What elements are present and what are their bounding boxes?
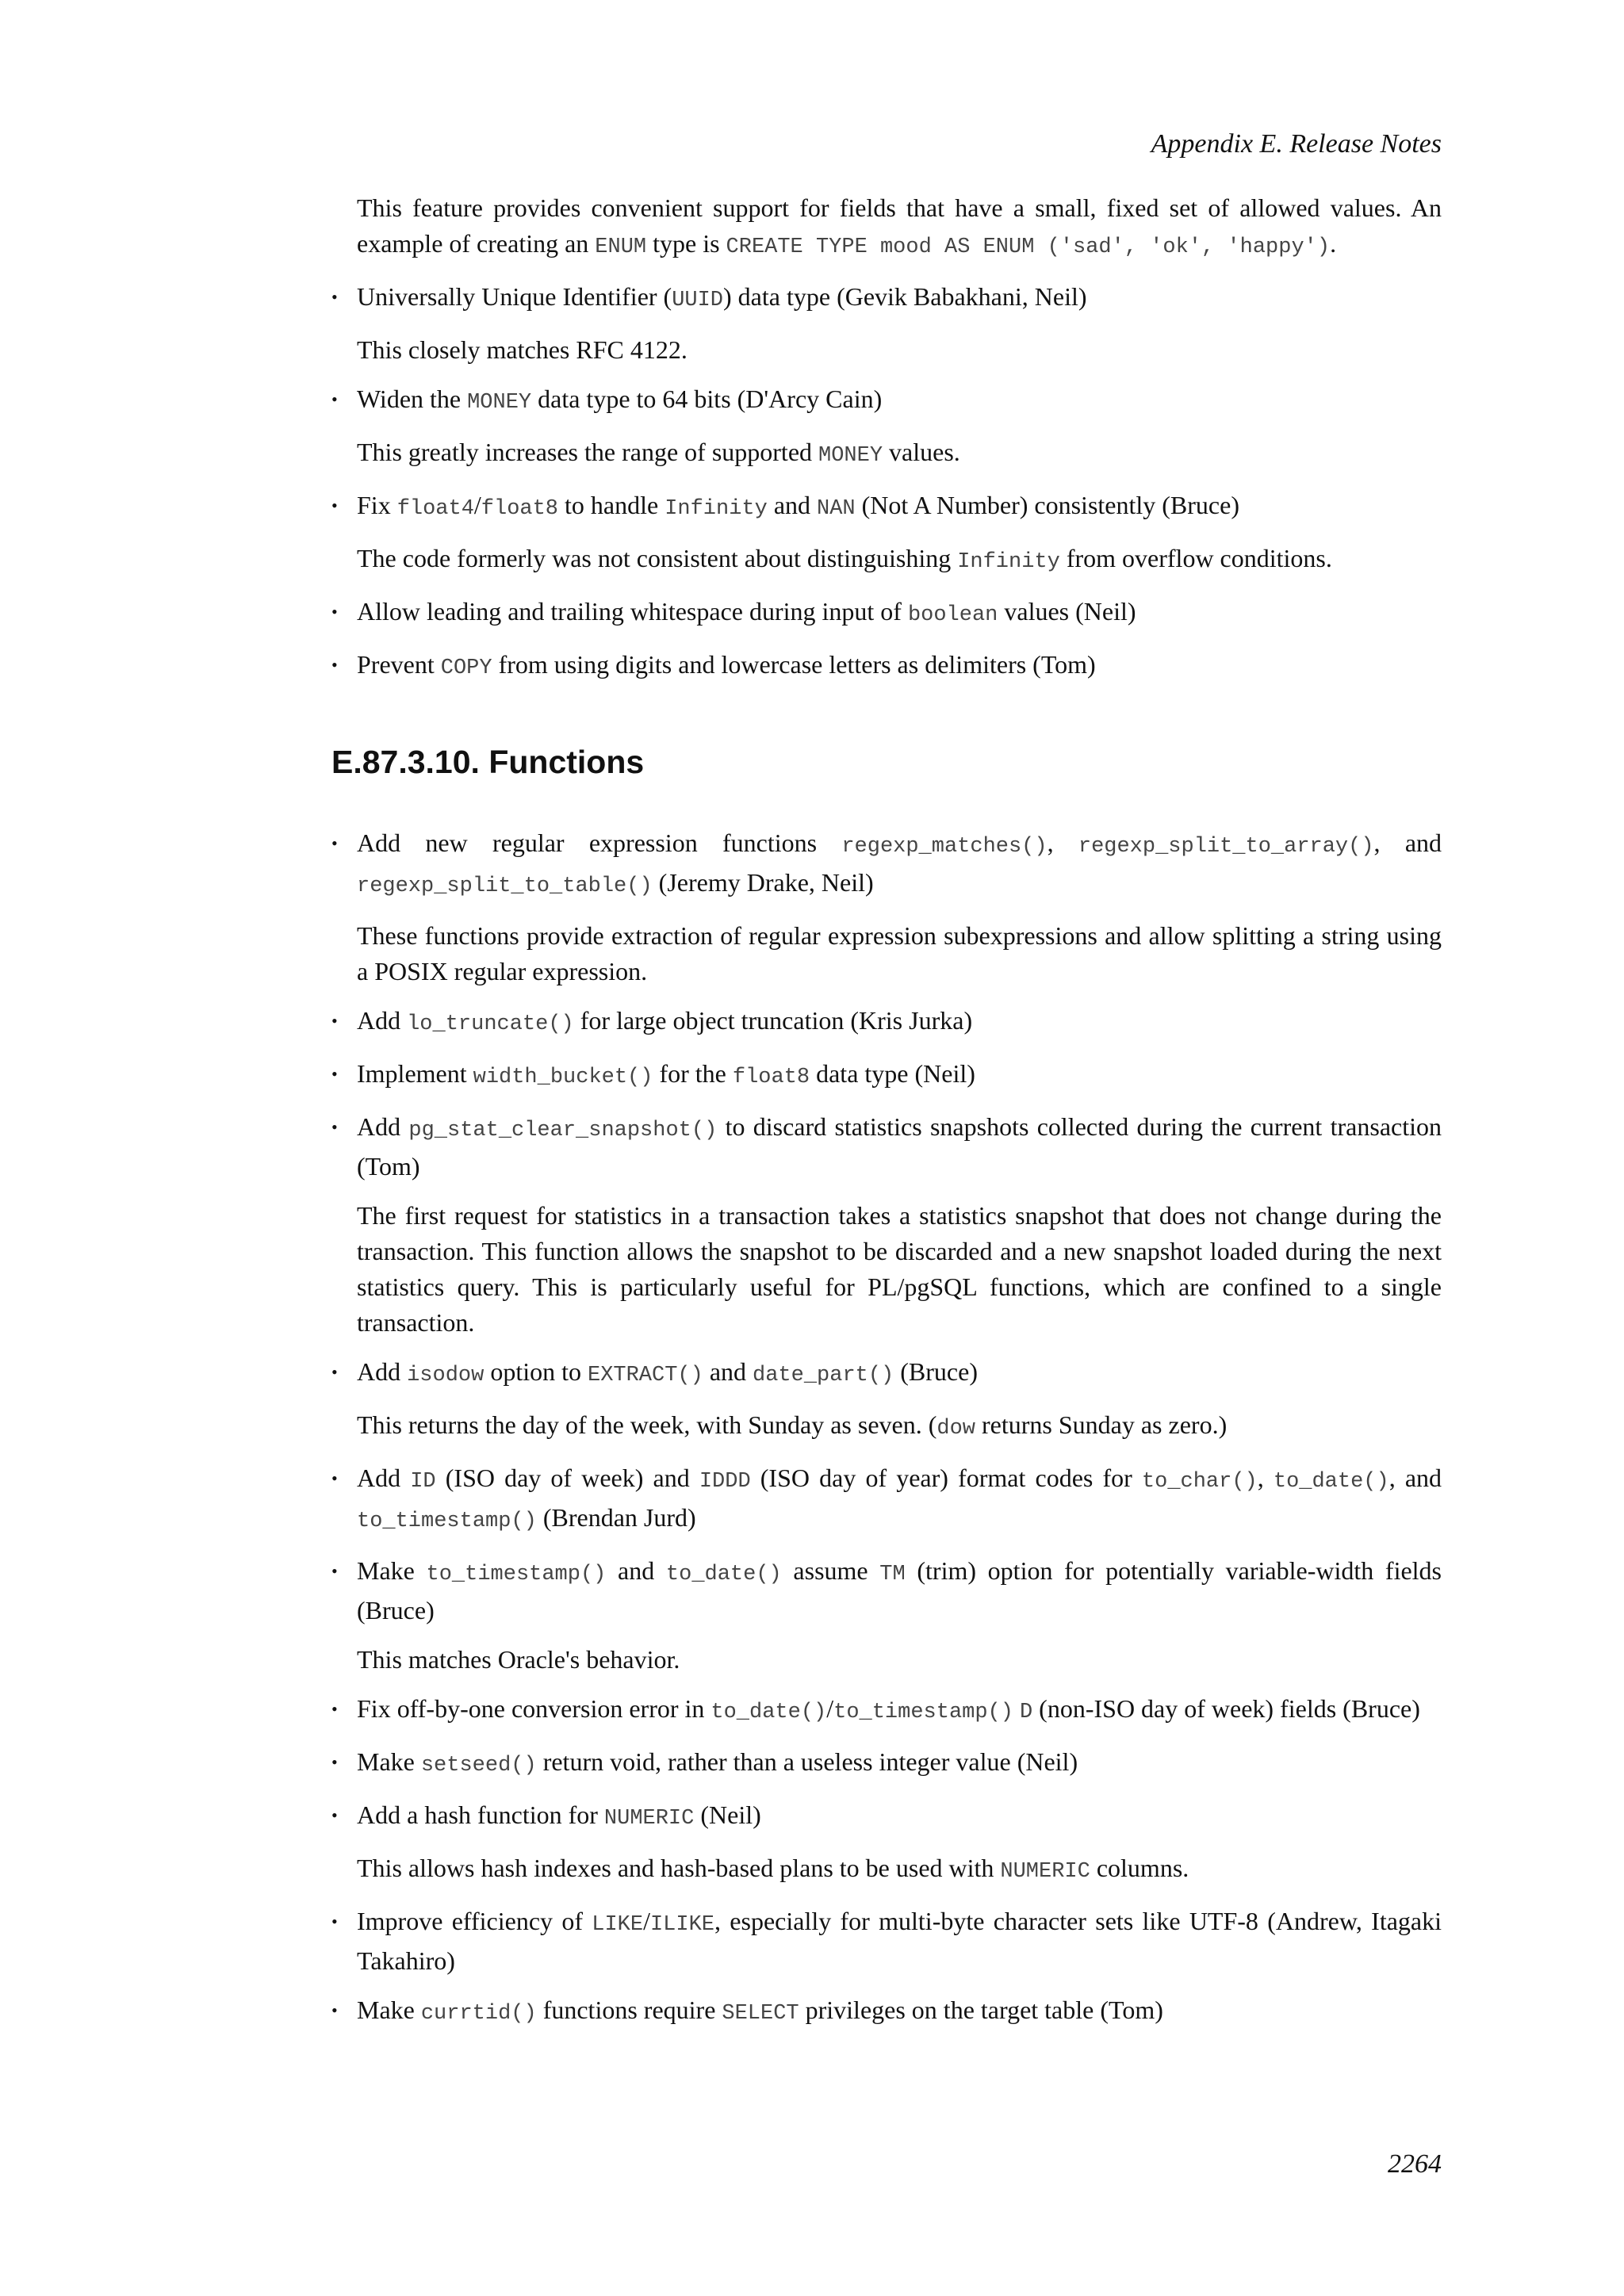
code: ENUM bbox=[595, 235, 647, 259]
text: The code formerly was not consistent about distinguishing bbox=[357, 544, 958, 572]
page-content bbox=[331, 190, 1442, 2045]
list-item bbox=[331, 279, 1442, 368]
text: and bbox=[703, 1357, 753, 1386]
text: (ISO day of year) format codes for bbox=[750, 1464, 1142, 1492]
item-text bbox=[357, 647, 1442, 687]
code: width_bucket() bbox=[473, 1066, 653, 1089]
code: regexp_split_to_array() bbox=[1078, 835, 1374, 859]
text: return void, rather than a useless integer value (Neil) bbox=[536, 1747, 1078, 1776]
item-description bbox=[357, 1407, 1442, 1447]
item-description: This closely matches RFC 4122. bbox=[357, 335, 688, 364]
text: / bbox=[643, 1907, 650, 1935]
item-text bbox=[357, 1797, 1442, 1837]
text: , bbox=[1257, 1464, 1274, 1492]
item-description: This matches Oracle's behavior. bbox=[357, 1645, 680, 1674]
text: and bbox=[767, 491, 818, 519]
item-text bbox=[357, 1003, 1442, 1043]
item-text bbox=[357, 1056, 1442, 1096]
item-list-functions bbox=[331, 825, 1442, 2032]
text: columns. bbox=[1090, 1854, 1189, 1882]
item-text bbox=[357, 381, 1442, 421]
list-item bbox=[331, 1744, 1442, 1784]
list-item bbox=[331, 1553, 1442, 1678]
list-item bbox=[331, 594, 1442, 633]
bullet-icon: • bbox=[331, 833, 338, 853]
code: lo_truncate() bbox=[407, 1012, 574, 1036]
item-description bbox=[357, 1850, 1442, 1890]
item-description: These functions provide extraction of regular expression subexpressions and allow splitting a string using a POSIX regular expression. bbox=[357, 921, 1442, 985]
list-item bbox=[331, 1460, 1442, 1540]
text: (non-ISO day of week) fields (Bruce) bbox=[1032, 1694, 1420, 1723]
code: SELECT bbox=[722, 2002, 799, 2026]
item-text bbox=[357, 1109, 1442, 1184]
bullet-icon: • bbox=[331, 1117, 338, 1137]
text: Implement bbox=[357, 1059, 473, 1088]
text: (Jeremy Drake, Neil) bbox=[652, 868, 874, 897]
text: (Brendan Jurd) bbox=[536, 1503, 696, 1532]
text: Fix off-by-one conversion error in bbox=[357, 1694, 711, 1723]
bullet-icon: • bbox=[331, 389, 338, 409]
list-item bbox=[331, 488, 1442, 580]
text: Fix bbox=[357, 491, 397, 519]
item-text bbox=[357, 1691, 1442, 1731]
text: (trim) option for potentially variable-width fields (Bruce) bbox=[357, 1556, 1442, 1624]
code: boolean bbox=[907, 603, 998, 627]
text: / bbox=[473, 491, 481, 519]
text: Improve efficiency of bbox=[357, 1907, 592, 1935]
text: Universally Unique Identifier ( bbox=[357, 282, 672, 311]
text: data type to 64 bits (D'Arcy Cain) bbox=[531, 385, 883, 413]
text: , especially for multi-byte character sets like UTF-8 (Andrew, Itagaki Takahiro) bbox=[357, 1907, 1442, 1975]
code: to_date() bbox=[665, 1563, 782, 1586]
bullet-icon: • bbox=[331, 602, 338, 622]
item-text bbox=[357, 1744, 1442, 1784]
text: functions require bbox=[536, 1996, 722, 2024]
bullet-icon: • bbox=[331, 287, 338, 307]
bullet-icon: • bbox=[331, 1362, 338, 1382]
code: UUID bbox=[672, 289, 724, 312]
list-item bbox=[331, 1904, 1442, 1979]
list-item bbox=[331, 1003, 1442, 1043]
bullet-icon: • bbox=[331, 496, 338, 515]
code: setseed() bbox=[420, 1754, 537, 1777]
text: . bbox=[1330, 229, 1337, 258]
text: Add new regular expression functions bbox=[357, 828, 842, 857]
text: This allows hash indexes and hash-based plans to be used with bbox=[357, 1854, 1001, 1882]
intro-paragraph bbox=[331, 190, 1442, 266]
text: Add bbox=[357, 1464, 411, 1492]
text: from overflow conditions. bbox=[1059, 544, 1332, 572]
item-description: The first request for statistics in a transaction takes a statistics snapshot that does not change during the transaction. This function allows the snapshot to be discarded and a new snapshot loaded during the next statistics query. This is particularly useful for PL/pgSQL functions, which are confined to a single transaction. bbox=[357, 1201, 1442, 1337]
list-item bbox=[331, 1109, 1442, 1341]
text: from using digits and lowercase letters as delimiters (Tom) bbox=[492, 650, 1096, 679]
text: This greatly increases the range of supported bbox=[357, 438, 819, 466]
list-item bbox=[331, 381, 1442, 474]
bullet-icon: • bbox=[331, 1699, 338, 1719]
item-text bbox=[357, 1354, 1442, 1394]
text: , and bbox=[1388, 1464, 1442, 1492]
running-header: Appendix E. Release Notes bbox=[1151, 129, 1442, 159]
code: to_timestamp() bbox=[426, 1563, 607, 1586]
list-item bbox=[331, 1992, 1442, 2032]
code: to_timestamp() bbox=[833, 1701, 1013, 1724]
text: , and bbox=[1373, 828, 1442, 857]
text: / bbox=[826, 1694, 834, 1723]
code: to_char() bbox=[1141, 1470, 1258, 1494]
code: TM bbox=[879, 1563, 906, 1586]
text: for the bbox=[653, 1059, 733, 1088]
bullet-icon: • bbox=[331, 655, 338, 675]
bullet-icon: • bbox=[331, 1805, 338, 1825]
code: NUMERIC bbox=[603, 1807, 695, 1831]
bullet-icon: • bbox=[331, 1752, 338, 1772]
text: Allow leading and trailing whitespace during input of bbox=[357, 597, 908, 626]
item-text bbox=[357, 279, 1442, 319]
code: float8 bbox=[481, 497, 559, 521]
text: (ISO day of week) and bbox=[435, 1464, 699, 1492]
list-item bbox=[331, 825, 1442, 989]
list-item bbox=[331, 1354, 1442, 1447]
code: regexp_split_to_table() bbox=[357, 874, 653, 898]
text: assume bbox=[781, 1556, 880, 1585]
code: currtid() bbox=[420, 2002, 537, 2026]
item-text bbox=[357, 488, 1442, 527]
text: values (Neil) bbox=[998, 597, 1136, 626]
item-text bbox=[357, 1992, 1442, 2032]
item-description bbox=[357, 434, 1442, 474]
code: ILIKE bbox=[649, 1913, 714, 1937]
code: regexp_matches() bbox=[841, 835, 1048, 859]
section-heading: E.87.3.10. Functions bbox=[331, 744, 645, 780]
text: for large object truncation (Kris Jurka) bbox=[573, 1006, 973, 1035]
item-list-types bbox=[331, 279, 1442, 687]
code: pg_stat_clear_snapshot() bbox=[408, 1119, 718, 1142]
code: EXTRACT() bbox=[588, 1364, 703, 1387]
item-text bbox=[357, 1553, 1442, 1628]
code: CREATE TYPE mood AS ENUM ('sad', 'ok', 'happy') bbox=[726, 235, 1331, 259]
text: This feature provides convenient support for fields that have a small, fixed set of allowed values. An example of creating an bbox=[357, 193, 1442, 258]
code: to_date() bbox=[1273, 1470, 1389, 1494]
code: isodow bbox=[407, 1364, 485, 1387]
text: returns Sunday as zero.) bbox=[975, 1410, 1228, 1439]
list-item bbox=[331, 1691, 1442, 1731]
text bbox=[1013, 1694, 1020, 1723]
code: D bbox=[1019, 1701, 1033, 1724]
code: float8 bbox=[732, 1066, 810, 1089]
code: date_part() bbox=[753, 1364, 894, 1387]
code: Infinity bbox=[957, 550, 1060, 574]
code: LIKE bbox=[592, 1913, 644, 1937]
code: to_timestamp() bbox=[357, 1510, 537, 1533]
bullet-icon: • bbox=[331, 1011, 338, 1031]
text: Add bbox=[357, 1006, 408, 1035]
text: type is bbox=[646, 229, 726, 258]
code: COPY bbox=[440, 656, 492, 680]
code: NAN bbox=[817, 497, 856, 521]
text: Add bbox=[357, 1112, 409, 1141]
code: ID bbox=[410, 1470, 436, 1494]
code: IDDD bbox=[699, 1470, 751, 1494]
text: , bbox=[1047, 828, 1078, 857]
code: to_date() bbox=[710, 1701, 827, 1724]
text: (Bruce) bbox=[894, 1357, 978, 1386]
text: to discard statistics snapshots collected during the current transaction (Tom) bbox=[357, 1112, 1442, 1181]
item-text bbox=[357, 1904, 1442, 1979]
text: to handle bbox=[558, 491, 665, 519]
item-text bbox=[357, 825, 1442, 905]
item-text bbox=[357, 1460, 1442, 1540]
code: MONEY bbox=[467, 391, 532, 415]
list-item bbox=[331, 647, 1442, 687]
item-description bbox=[357, 541, 1442, 580]
text: Prevent bbox=[357, 650, 441, 679]
list-item bbox=[331, 1797, 1442, 1890]
text: and bbox=[606, 1556, 666, 1585]
bullet-icon: • bbox=[331, 2000, 338, 2020]
text: values. bbox=[883, 438, 960, 466]
bullet-icon: • bbox=[331, 1911, 338, 1931]
text: Add bbox=[357, 1357, 408, 1386]
code: NUMERIC bbox=[1000, 1860, 1090, 1884]
code: MONEY bbox=[818, 444, 883, 468]
text: This returns the day of the week, with Sunday as seven. ( bbox=[357, 1410, 937, 1439]
text: (Not A Number) consistently (Bruce) bbox=[855, 491, 1239, 519]
page-number: 2264 bbox=[1388, 2149, 1442, 2179]
text: (Neil) bbox=[694, 1800, 761, 1829]
text: Make bbox=[357, 1747, 421, 1776]
bullet-icon: • bbox=[331, 1468, 338, 1488]
code: Infinity bbox=[665, 497, 768, 521]
text: Make bbox=[357, 1996, 421, 2024]
text: Widen the bbox=[357, 385, 468, 413]
bullet-icon: • bbox=[331, 1561, 338, 1581]
text: privileges on the target table (Tom) bbox=[799, 1996, 1163, 2024]
text: data type (Neil) bbox=[810, 1059, 975, 1088]
text: Make bbox=[357, 1556, 427, 1585]
list-item bbox=[331, 1056, 1442, 1096]
bullet-icon: • bbox=[331, 1064, 338, 1084]
text: option to bbox=[484, 1357, 588, 1386]
text: Add a hash function for bbox=[357, 1800, 604, 1829]
text: ) data type (Gevik Babakhani, Neil) bbox=[723, 282, 1087, 311]
code: float4 bbox=[396, 497, 474, 521]
item-text bbox=[357, 594, 1442, 633]
code: dow bbox=[936, 1417, 975, 1441]
